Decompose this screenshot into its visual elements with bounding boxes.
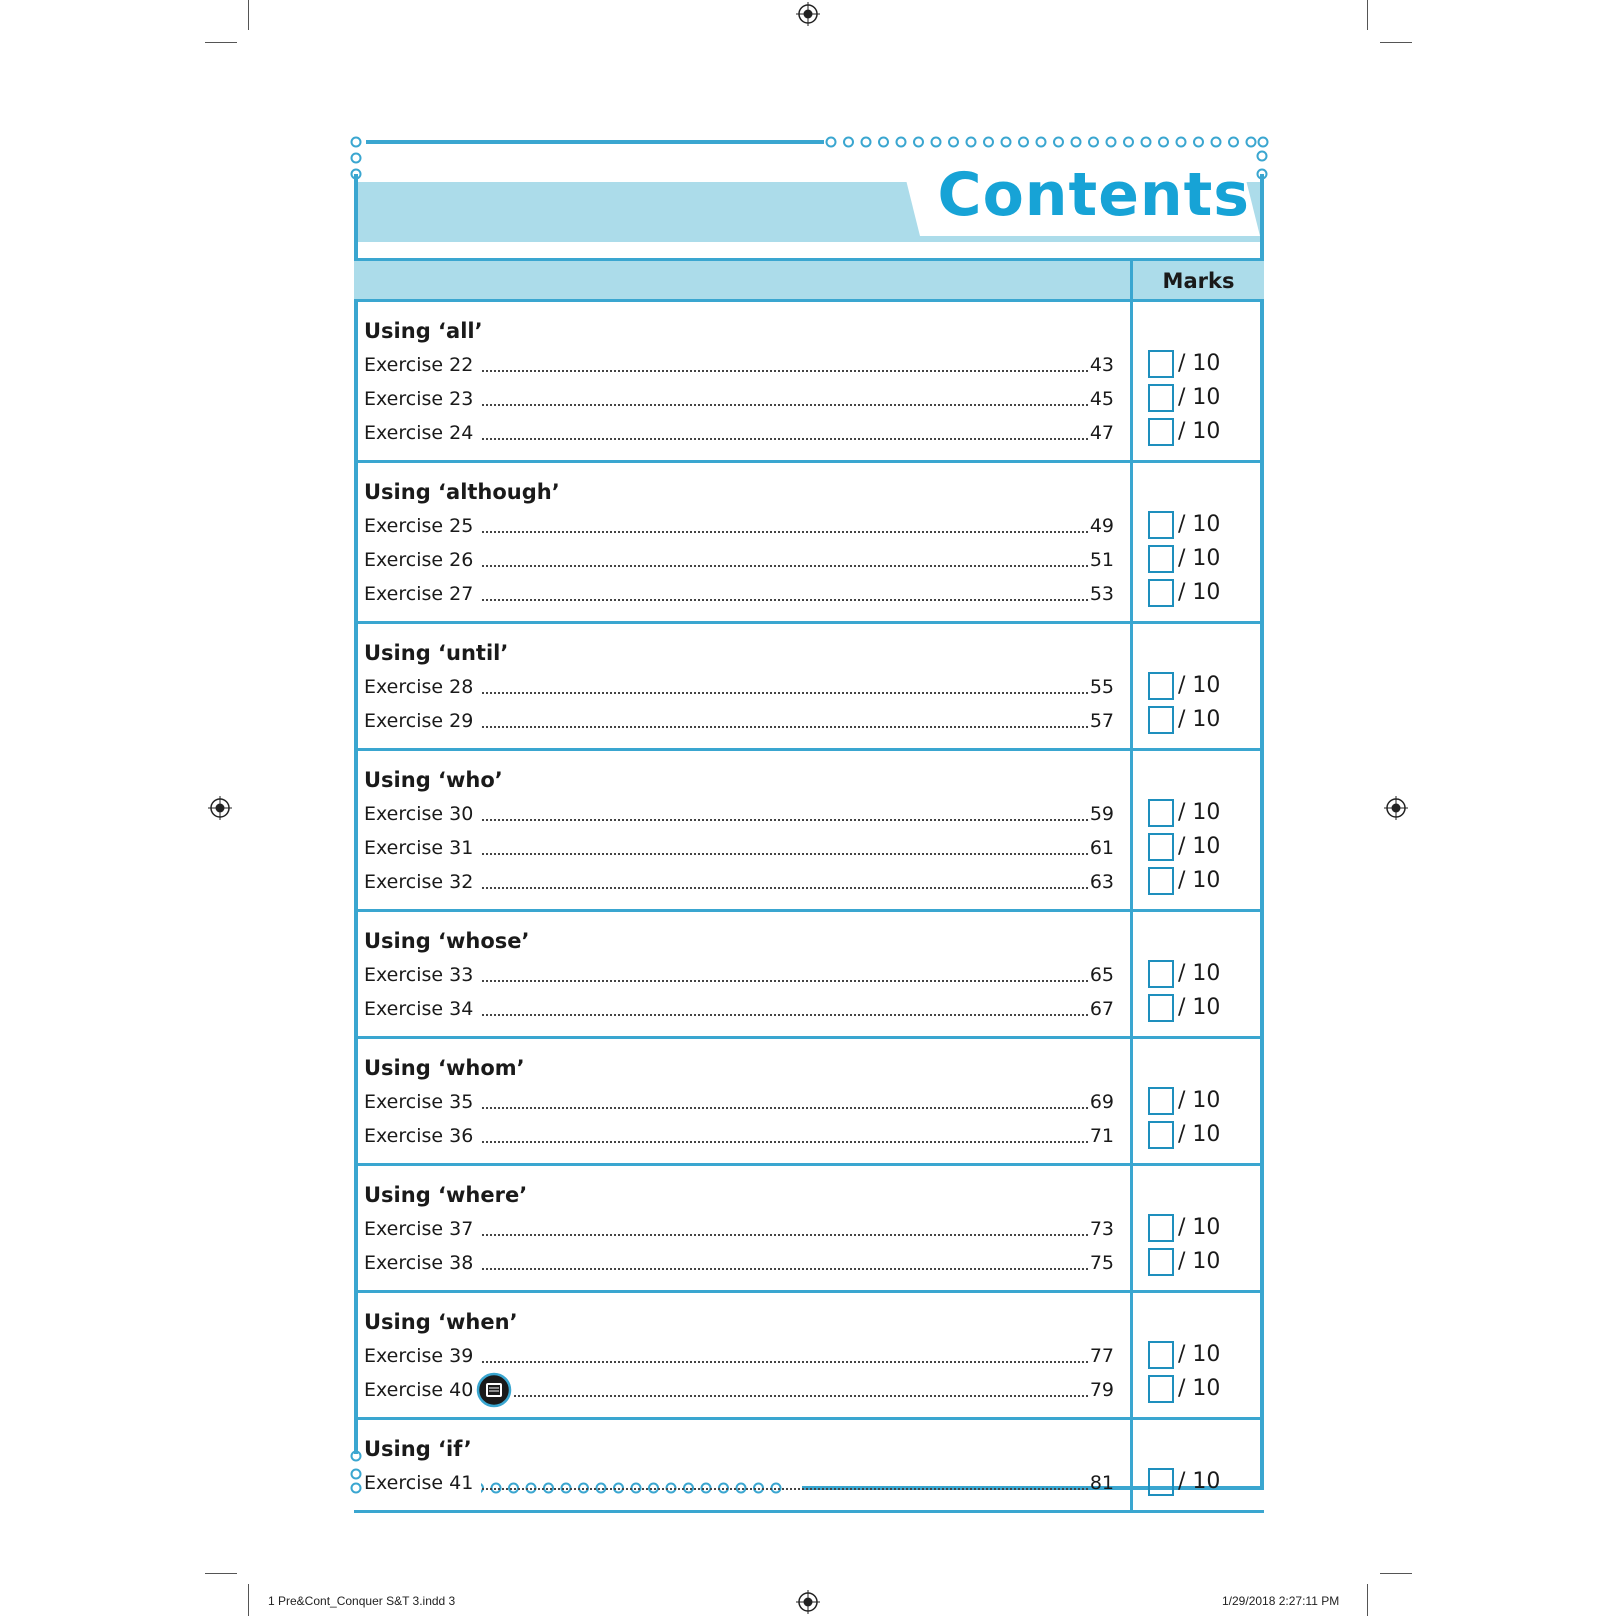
dot-leader: [474, 1014, 1088, 1016]
marks-total: / 10: [1178, 834, 1221, 859]
marks-entry: [1148, 798, 1232, 828]
exercise-page-number: 63: [1089, 871, 1114, 893]
score-box[interactable]: [1148, 706, 1174, 734]
marks-total: / 10: [1178, 1122, 1221, 1147]
contents-table: [354, 258, 1264, 1513]
dot-leader: [474, 531, 1088, 533]
contents-section: [354, 1166, 1264, 1293]
marks-total: / 10: [1178, 385, 1221, 410]
exercise-name: Exercise 36: [364, 1119, 481, 1153]
marks-column-header: Marks: [1130, 261, 1264, 299]
dot-leader: [474, 726, 1088, 728]
crop-mark-top-left-h: [205, 42, 237, 43]
marks-entry: [1148, 417, 1232, 447]
marks-entry: [1148, 1120, 1232, 1150]
exercise-name: Exercise 25: [364, 509, 481, 543]
exercise-name: Exercise 39: [364, 1339, 481, 1373]
contents-section: [354, 1420, 1264, 1513]
marks-entry: [1148, 866, 1232, 896]
marks-total: / 10: [1178, 512, 1221, 537]
section-title: Using ‘when’: [364, 1310, 518, 1334]
exercise-name: Exercise 27: [364, 577, 481, 611]
exercise-name: Exercise 24: [364, 416, 481, 450]
dot-leader: [474, 980, 1088, 982]
exercise-row: [354, 1339, 1264, 1373]
exercise-row: [354, 577, 1264, 611]
marks-total: / 10: [1178, 1215, 1221, 1240]
exercise-row: [354, 958, 1264, 992]
exercise-name: Exercise 41: [364, 1466, 481, 1500]
exercise-row: [354, 543, 1264, 577]
section-title: Using ‘whom’: [364, 1056, 525, 1080]
exercise-name: Exercise 32: [364, 865, 481, 899]
file-slug: 1 Pre&Cont_Conquer S&T 3.indd 3: [268, 1594, 456, 1608]
marks-entry: [1148, 1213, 1232, 1243]
crop-mark-bottom-right-v: [1367, 1584, 1368, 1616]
exercise-row: [354, 382, 1264, 416]
marks-total: / 10: [1178, 1342, 1221, 1367]
marks-entry: [1148, 1247, 1232, 1277]
marks-entry: [1148, 578, 1232, 608]
timestamp-slug: 1/29/2018 2:27:11 PM: [1222, 1594, 1340, 1608]
dot-leader: [474, 370, 1088, 372]
exercise-row: [354, 1212, 1264, 1246]
score-box[interactable]: [1148, 1341, 1174, 1369]
section-title: Using ‘whose’: [364, 929, 530, 953]
marks-entry: [1148, 1467, 1232, 1497]
section-title: Using ‘if’: [364, 1437, 472, 1461]
score-box[interactable]: [1148, 350, 1174, 378]
marks-entry: [1148, 1086, 1232, 1116]
exercise-row: [354, 865, 1264, 899]
marks-total: / 10: [1178, 351, 1221, 376]
exercise-row: [354, 509, 1264, 543]
marks-total: / 10: [1178, 1088, 1221, 1113]
marks-total: / 10: [1178, 707, 1221, 732]
marks-total: / 10: [1178, 961, 1221, 986]
exercise-page-number: 77: [1089, 1345, 1114, 1367]
score-box[interactable]: [1148, 579, 1174, 607]
exercise-row: [354, 1246, 1264, 1280]
exercise-row: [354, 1466, 1264, 1500]
contents-section: [354, 751, 1264, 912]
exercise-name: Exercise 22: [364, 348, 481, 382]
dot-leader: [474, 1234, 1088, 1236]
exercise-name: Exercise 34: [364, 992, 481, 1026]
exercise-page-number: 79: [1089, 1379, 1114, 1401]
exercise-name: Exercise 40: [364, 1373, 481, 1407]
exercise-row: [354, 992, 1264, 1026]
dot-leader: [514, 1395, 1088, 1397]
registration-mark-icon: [1384, 796, 1408, 820]
crop-mark-bottom-right-h: [1380, 1573, 1412, 1574]
exercise-page-number: 59: [1089, 803, 1114, 825]
section-title: Using ‘who’: [364, 768, 503, 792]
contents-section: [354, 912, 1264, 1039]
dot-leader: [474, 887, 1088, 889]
contents-section: [354, 1039, 1264, 1166]
marks-entry: [1148, 993, 1232, 1023]
table-header-row: [354, 258, 1264, 302]
score-box[interactable]: [1148, 1468, 1174, 1496]
sections-list: [354, 302, 1264, 1513]
marks-total: / 10: [1178, 868, 1221, 893]
exercise-page-number: 45: [1089, 388, 1114, 410]
contents-section: [354, 302, 1264, 463]
exercise-name: Exercise 30: [364, 797, 481, 831]
score-box[interactable]: [1148, 1121, 1174, 1149]
exercise-row: [354, 1119, 1264, 1153]
dot-leader: [474, 819, 1088, 821]
marks-total: / 10: [1178, 419, 1221, 444]
score-box[interactable]: [1148, 799, 1174, 827]
exercise-page-number: 61: [1089, 837, 1114, 859]
exercise-page-number: 65: [1089, 964, 1114, 986]
registration-mark-icon: [796, 2, 820, 26]
contents-section: [354, 1293, 1264, 1420]
crop-mark-top-right-v: [1367, 0, 1368, 30]
exercise-page-number: 57: [1089, 710, 1114, 732]
marks-total: / 10: [1178, 800, 1221, 825]
registration-mark-icon: [796, 1590, 820, 1614]
score-box[interactable]: [1148, 672, 1174, 700]
marks-entry: [1148, 1340, 1232, 1370]
dot-leader: [474, 1268, 1088, 1270]
exercise-page-number: 55: [1089, 676, 1114, 698]
exercise-page-number: 71: [1089, 1125, 1114, 1147]
section-title: Using ‘until’: [364, 641, 509, 665]
marks-total: / 10: [1178, 673, 1221, 698]
exercise-row: [354, 670, 1264, 704]
crop-mark-bottom-left-v: [248, 1584, 249, 1616]
marks-total: / 10: [1178, 546, 1221, 571]
dot-leader: [474, 692, 1088, 694]
marks-total: / 10: [1178, 580, 1221, 605]
score-box[interactable]: [1148, 545, 1174, 573]
marks-entry: [1148, 510, 1232, 540]
marks-entry: [1148, 705, 1232, 735]
marks-total: / 10: [1178, 995, 1221, 1020]
exercise-name: Exercise 35: [364, 1085, 481, 1119]
exercise-name: Exercise 28: [364, 670, 481, 704]
score-box[interactable]: [1148, 511, 1174, 539]
marks-entry: [1148, 671, 1232, 701]
score-box[interactable]: [1148, 994, 1174, 1022]
exercise-name: Exercise 31: [364, 831, 481, 865]
exercise-name: Exercise 29: [364, 704, 481, 738]
marks-total: / 10: [1178, 1376, 1221, 1401]
dot-leader: [474, 438, 1088, 440]
score-box[interactable]: [1148, 1214, 1174, 1242]
score-box[interactable]: [1148, 1375, 1174, 1403]
score-box[interactable]: [1148, 1248, 1174, 1276]
dot-leader: [474, 565, 1088, 567]
exercise-page-number: 67: [1089, 998, 1114, 1020]
dot-border-top-right: [1255, 149, 1269, 181]
exercise-name: Exercise 37: [364, 1212, 481, 1246]
exercise-page-number: 73: [1089, 1218, 1114, 1240]
exercise-page-number: 75: [1089, 1252, 1114, 1274]
exercise-name: Exercise 23: [364, 382, 481, 416]
score-box[interactable]: [1148, 833, 1174, 861]
marks-entry: [1148, 832, 1232, 862]
section-title: Using ‘although’: [364, 480, 560, 504]
dot-leader: [474, 853, 1088, 855]
registration-mark-icon: [208, 796, 232, 820]
dot-border-top-left: [349, 135, 363, 181]
exercise-page-number: 47: [1089, 422, 1114, 444]
exercise-page-number: 49: [1089, 515, 1114, 537]
exercise-name: Exercise 26: [364, 543, 481, 577]
section-title: Using ‘all’: [364, 319, 483, 343]
dot-leader: [474, 1488, 1088, 1490]
score-box[interactable]: [1148, 960, 1174, 988]
crop-mark-bottom-left-h: [205, 1573, 237, 1574]
exercise-row: [354, 704, 1264, 738]
exercise-page-number: 69: [1089, 1091, 1114, 1113]
crop-mark-top-right-h: [1380, 42, 1412, 43]
exercise-row: [354, 797, 1264, 831]
score-box[interactable]: [1148, 384, 1174, 412]
score-box[interactable]: [1148, 418, 1174, 446]
exercise-page-number: 51: [1089, 549, 1114, 571]
marks-entry: [1148, 383, 1232, 413]
dot-leader: [474, 599, 1088, 601]
exercise-row: [354, 1085, 1264, 1119]
exercise-row: [354, 348, 1264, 382]
score-box[interactable]: [1148, 1087, 1174, 1115]
exercise-page-number: 43: [1089, 354, 1114, 376]
exercise-row: [354, 416, 1264, 450]
dot-leader: [474, 404, 1088, 406]
exercise-page-number: 81: [1089, 1472, 1114, 1494]
marks-total: / 10: [1178, 1469, 1221, 1494]
crop-mark-top-left-v: [248, 0, 249, 30]
dot-leader: [474, 1361, 1088, 1363]
marks-entry: [1148, 1374, 1232, 1404]
exercise-row: [354, 831, 1264, 865]
exercise-page-number: 53: [1089, 583, 1114, 605]
marks-total: / 10: [1178, 1249, 1221, 1274]
page-title: Contents: [937, 160, 1250, 230]
exercise-name: Exercise 38: [364, 1246, 481, 1280]
contents-section: [354, 624, 1264, 751]
marks-entry: [1148, 959, 1232, 989]
dot-leader: [474, 1141, 1088, 1143]
dot-leader: [474, 1107, 1088, 1109]
exercise-row: [354, 1373, 1264, 1407]
exercise-name: Exercise 33: [364, 958, 481, 992]
marks-entry: [1148, 349, 1232, 379]
dot-border-top: [824, 135, 1270, 149]
score-box[interactable]: [1148, 867, 1174, 895]
section-title: Using ‘where’: [364, 1183, 528, 1207]
contents-section: [354, 463, 1264, 624]
frame-top-rule: [366, 140, 824, 144]
marks-entry: [1148, 544, 1232, 574]
cd-disc-icon: [476, 1372, 512, 1408]
